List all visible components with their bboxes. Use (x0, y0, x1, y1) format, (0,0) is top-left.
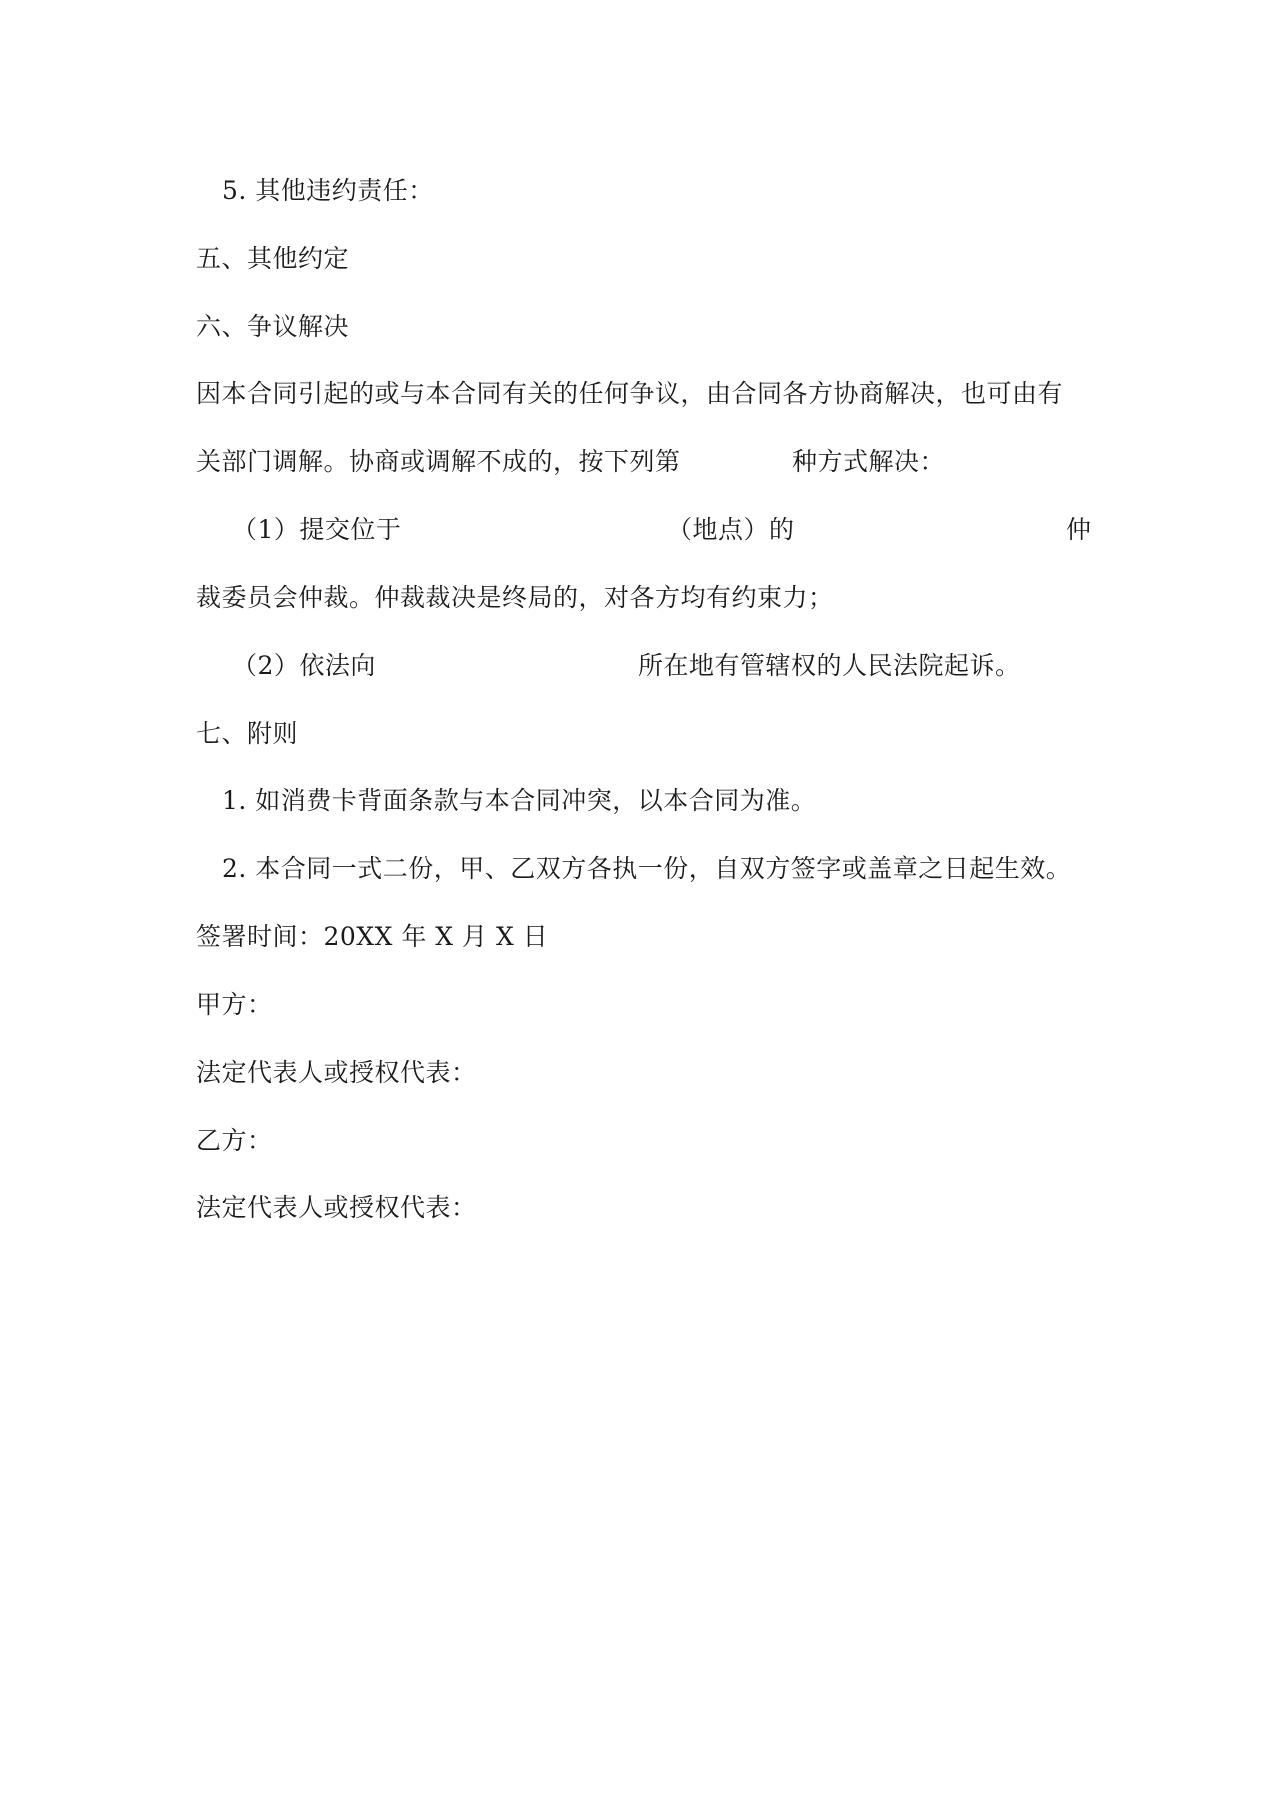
dispute-paragraph-line-2-start: 关部门调解。协商或调解不成的，按下列第 (196, 447, 681, 476)
party-b-label: 乙方： (196, 1126, 273, 1155)
party-b-representative: 法定代表人或授权代表： (196, 1193, 477, 1222)
clause-item-5: 5. 其他违约责任： (222, 176, 434, 205)
party-a-label: 甲方： (196, 990, 273, 1019)
rule-item-1: 1. 如消费卡背面条款与本合同冲突，以本合同为准。 (222, 786, 817, 815)
dispute-paragraph-line-2-end: 种方式解决： (792, 447, 946, 476)
dispute-paragraph-line-1: 因本合同引起的或与本合同有关的任何争议，由合同各方协商解决，也可由有 (196, 379, 1064, 408)
section-heading-7: 七、附则 (196, 719, 299, 748)
option-1-location: （地点）的 (667, 515, 795, 544)
party-a-representative: 法定代表人或授权代表： (196, 1058, 477, 1087)
rule-item-2: 2. 本合同一式二份，甲、乙双方各执一份，自双方签字或盖章之日起生效。 (222, 854, 1072, 883)
signing-date: 签署时间：20XX 年 X 月 X 日 (196, 922, 549, 951)
option-2-text: 所在地有管辖权的人民法院起诉。 (638, 651, 1021, 680)
section-heading-5: 五、其他约定 (196, 244, 350, 273)
option-1-label: （1）提交位于 (232, 515, 402, 544)
option-1-line-2: 裁委员会仲裁。仲裁裁决是终局的，对各方均有约束力； (196, 583, 834, 612)
option-2-label: （2）依法向 (232, 651, 376, 680)
option-1-continuation: 仲 (1066, 515, 1092, 544)
section-heading-6: 六、争议解决 (196, 312, 350, 341)
